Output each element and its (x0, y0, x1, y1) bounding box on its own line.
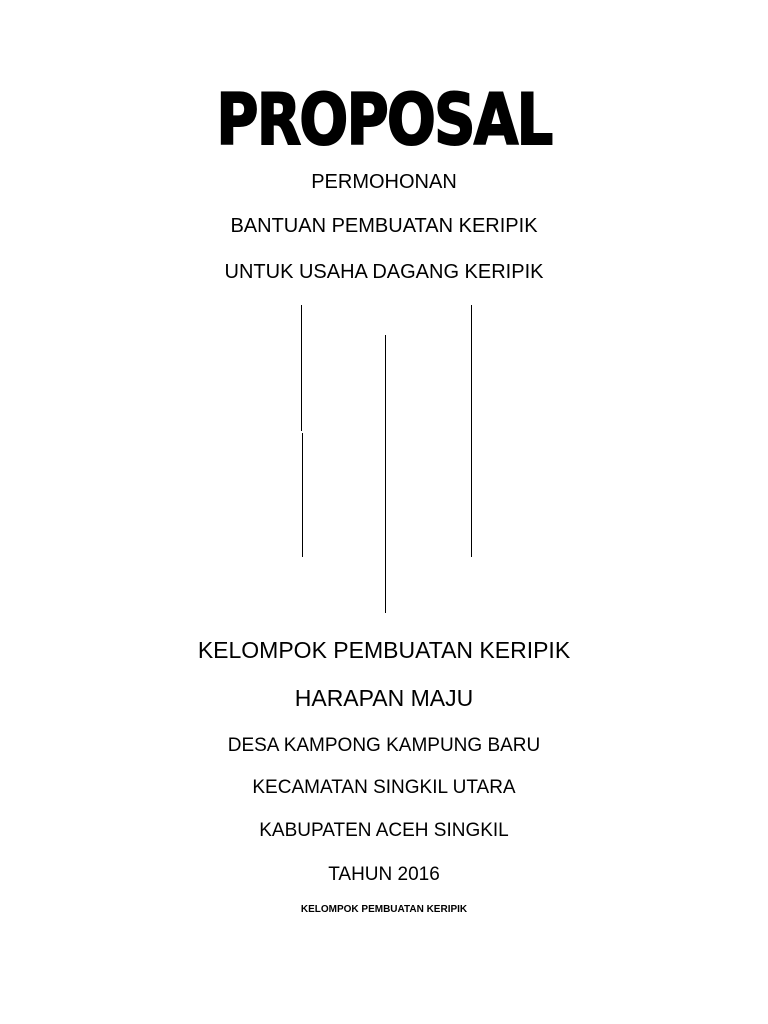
address-district: KECAMATAN SINGKIL UTARA (252, 777, 516, 798)
address-regency: KABUPATEN ACEH SINGKIL (259, 820, 509, 841)
page-footer: KELOMPOK PEMBUATAN KERIPIK (300, 904, 468, 915)
decorative-vertical-line-center (385, 335, 386, 613)
document-title: PROPOSAL (216, 79, 552, 161)
decorative-vertical-line-left-upper (301, 305, 302, 431)
decorative-vertical-line-left-lower (302, 433, 303, 557)
organization-name-line-2: HARAPAN MAJU (294, 685, 474, 711)
subtitle-line-2: BANTUAN PEMBUATAN KERIPIK (230, 215, 538, 237)
address-village: DESA KAMPONG KAMPUNG BARU (227, 735, 541, 756)
document-year: TAHUN 2016 (328, 864, 440, 885)
subtitle-line-3: UNTUK USAHA DAGANG KERIPIK (224, 261, 544, 283)
decorative-vertical-line-right (471, 305, 472, 557)
subtitle-line-1: PERMOHONAN (311, 171, 457, 193)
organization-name-line-1: KELOMPOK PEMBUATAN KERIPIK (197, 637, 571, 663)
